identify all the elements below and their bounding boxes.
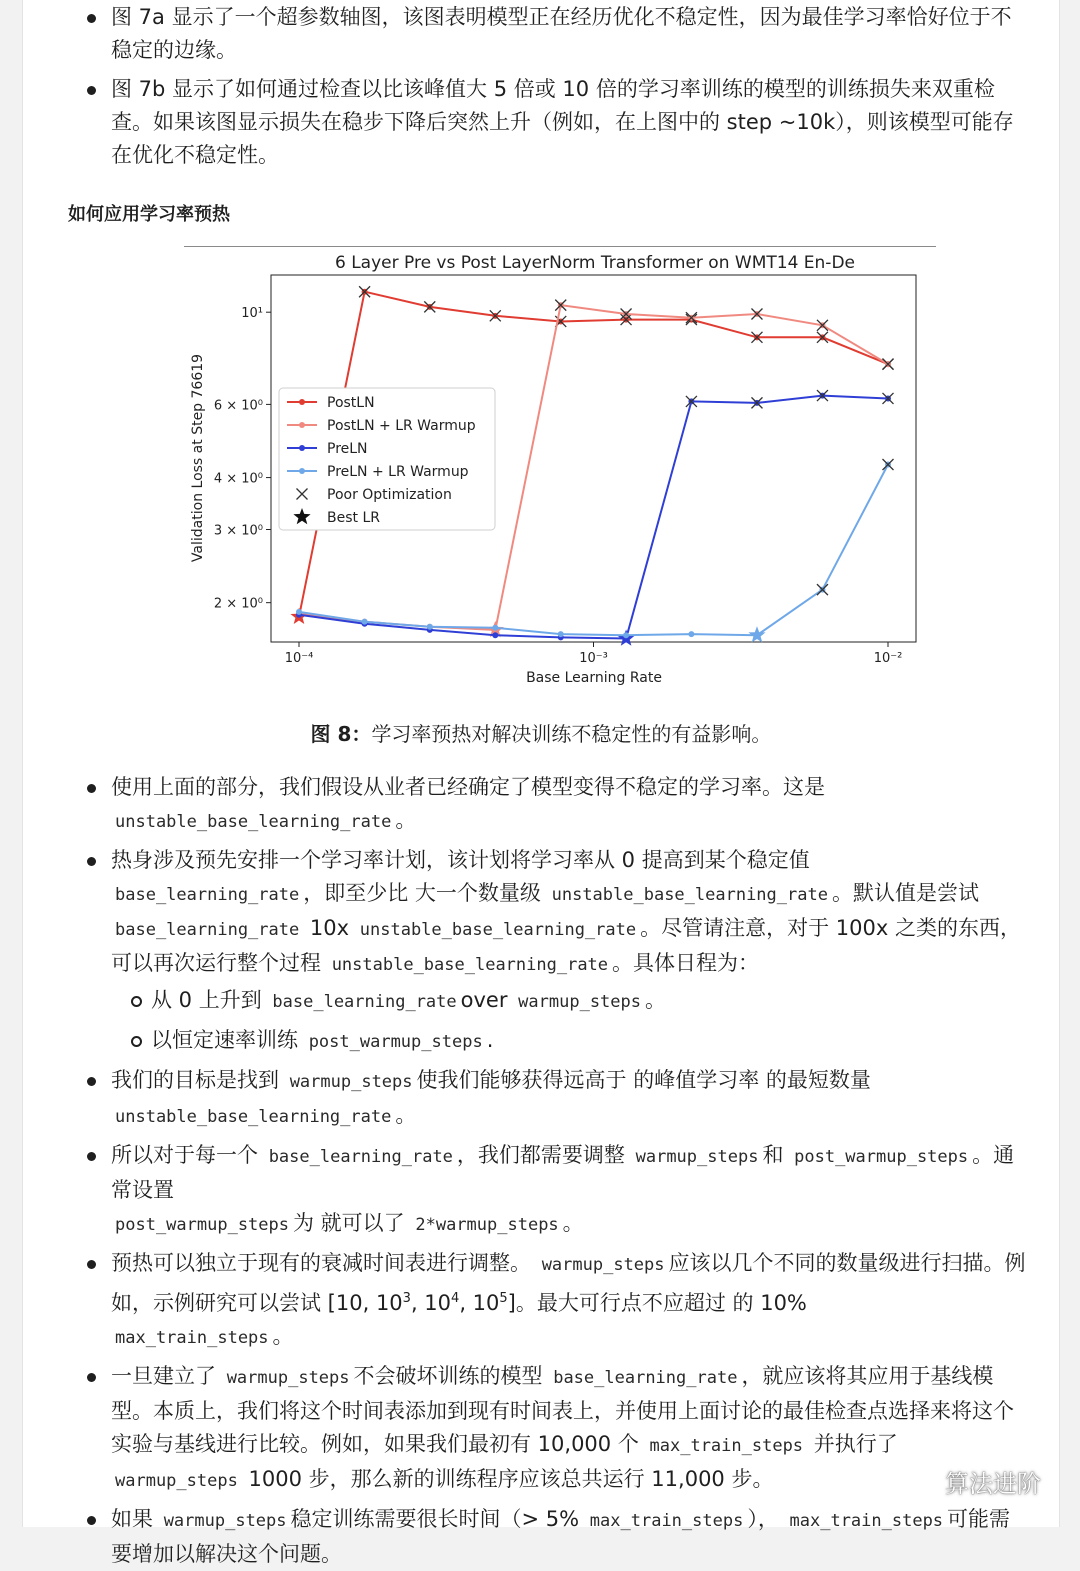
legend-label: PostLN + LR Warmup: [327, 418, 476, 434]
text: 。: [395, 808, 417, 832]
sub-list: [111, 984, 1029, 1059]
text: ，即至少比 大一个数量级: [303, 881, 541, 905]
list-item: [23, 1139, 1059, 1242]
section-heading: 如何应用学习率预热: [68, 204, 230, 225]
text: 以恒定速率训练: [151, 1028, 298, 1052]
legend-swatch-point: [299, 445, 305, 451]
legend-swatch-point: [299, 422, 305, 428]
caption-text: 学习率预热对解决训练不稳定性的有益影响。: [371, 722, 772, 746]
code: max_train_steps: [115, 1328, 269, 1348]
data-point: [688, 631, 694, 637]
code: post_warmup_steps: [308, 1032, 483, 1052]
y-tick-label: 3 × 10⁰: [213, 523, 263, 539]
text: , 10: [459, 1291, 500, 1315]
bullet-list: [23, 771, 1059, 1571]
text: 为 就可以了: [293, 1211, 405, 1235]
wechat-icon: [907, 1469, 937, 1495]
code: unstable_base_learning_rate: [359, 920, 637, 940]
sub-list-item: [111, 984, 1029, 1019]
data-point: [492, 632, 498, 638]
legend-swatch-point: [299, 468, 305, 474]
code: base_learning_rate: [272, 992, 457, 1012]
chart-title: 6 Layer Pre vs Post LayerNorm Transformer on WMT14 En-De: [334, 253, 856, 273]
code: base_learning_rate: [115, 920, 300, 940]
text: 应该以几个不同的数量级进行扫描。例如，示例研究可以尝试 [10, 10: [111, 1251, 1026, 1315]
code: max_train_steps: [649, 1436, 804, 1456]
text: ，就应该将其应用于基线模型。本质上，我们将这个时间表添加到现有时间表上，并使用上面讨论的最佳检查点选择来将这个实验与基线进行比较。例如，如果我们最初有 10,000 个: [111, 1364, 1014, 1456]
code: unstable_base_learning_rate: [551, 885, 828, 905]
data-point: [492, 625, 498, 631]
x-tick-label: 10⁻²: [873, 651, 903, 666]
code: unstable_base_learning_rate: [115, 812, 392, 832]
text: 并执行了: [813, 1432, 898, 1456]
list-item: [23, 771, 1059, 839]
list-item: [23, 1503, 1059, 1571]
code: warmup_steps: [635, 1147, 759, 1167]
text: 稳定训练需要很长时间（> 5%: [290, 1507, 580, 1531]
figure-caption: [23, 718, 1059, 747]
text: 。: [272, 1324, 294, 1348]
data-point: [362, 619, 368, 625]
superscript: 5: [499, 1291, 508, 1306]
text: 所以对于每一个: [111, 1143, 258, 1167]
text: 。: [395, 1103, 417, 1127]
code: warmup_steps: [226, 1368, 350, 1388]
text: 如果: [111, 1507, 153, 1531]
y-axis-label: Validation Loss at Step 76619: [190, 353, 206, 563]
caption-label: 图 8：: [310, 722, 372, 746]
legend-label: Best LR: [327, 510, 380, 526]
list-item: [23, 1064, 1059, 1134]
code: unstable_base_learning_rate: [331, 955, 609, 975]
x-axis-ticks: [285, 642, 903, 666]
bullet-text: 图 7a 显示了一个超参数轴图，该图表明模型正在经历优化不稳定性，因为最佳学习率恰好位于不稳定的边缘。: [111, 5, 1012, 62]
legend-label: Poor Optimization: [327, 487, 452, 503]
legend-label: PreLN: [327, 441, 368, 457]
text: 。默认值是尝试: [831, 881, 979, 905]
text: 不会破坏训练的模型: [353, 1364, 543, 1388]
code: post_warmup_steps: [115, 1215, 289, 1235]
y-tick-label: 6 × 10⁰: [213, 398, 263, 414]
code: base_learning_rate: [268, 1147, 453, 1167]
top-bullet-list: [23, 1, 1059, 172]
legend-label: PostLN: [327, 395, 375, 411]
text: 使用上面的部分，我们假设从业者已经确定了模型变得不稳定的学习率。这是: [111, 775, 825, 799]
list-item: [23, 1360, 1059, 1498]
superscript: 4: [451, 1291, 460, 1306]
legend-label: PreLN + LR Warmup: [327, 464, 469, 480]
legend-swatch-point: [299, 399, 305, 405]
data-point: [623, 632, 629, 638]
list-item: [23, 1, 1059, 67]
text: 和: [762, 1143, 784, 1167]
text: , 10: [410, 1291, 452, 1315]
text: over: [460, 988, 508, 1012]
code: base_learning_rate: [115, 885, 300, 905]
text: 1000 步，那么新的训练程序应该总共运行 11,000 步。: [248, 1467, 774, 1491]
y-axis-ticks: [214, 306, 271, 611]
text: ），: [747, 1507, 779, 1531]
code: warmup_steps: [541, 1255, 665, 1275]
text: 。: [645, 988, 666, 1012]
code: base_learning_rate: [553, 1368, 738, 1388]
data-point: [427, 624, 433, 630]
text: 。尽管请注意，对于 100x 之类的东西，可以再次运行整个过程: [111, 916, 1021, 975]
sub-list-item: [111, 1024, 1029, 1059]
learning-rate-chart: [163, 248, 943, 688]
y-tick-label: 4 × 10⁰: [213, 471, 263, 487]
code: warmup_steps: [163, 1511, 287, 1531]
code: warmup_steps: [518, 992, 641, 1012]
text: ，我们都需要调整: [456, 1143, 625, 1167]
figure-top-rule: [184, 246, 936, 247]
text: 。: [562, 1211, 584, 1235]
text: ]。最大可行点不应超过 的 10%: [507, 1291, 807, 1315]
text: 。具体日程为：: [612, 951, 760, 975]
watermark: [907, 1464, 1041, 1499]
code: max_train_steps: [589, 1511, 744, 1531]
text: 。通常设置: [111, 1143, 1015, 1202]
x-tick-label: 10⁻⁴: [284, 651, 314, 666]
list-item: [23, 1247, 1059, 1355]
data-point: [558, 631, 564, 637]
y-tick-label: 10¹: [241, 306, 263, 322]
code: 2*warmup_steps: [415, 1215, 559, 1235]
text: 一旦建立了: [111, 1364, 216, 1388]
legend-box: [279, 388, 495, 530]
code: unstable_base_learning_rate: [115, 1107, 392, 1127]
text: 预热可以独立于现有的衰减时间表进行调整。: [111, 1251, 531, 1275]
text: 10x: [309, 916, 350, 940]
chart-legend: [279, 388, 495, 530]
y-tick-label: 2 × 10⁰: [213, 596, 263, 612]
code: max_train_steps: [789, 1511, 944, 1531]
text: .: [486, 1028, 494, 1052]
x-tick-label: 10⁻³: [579, 651, 608, 666]
watermark-text: 算法进阶: [945, 1470, 1041, 1498]
list-item: [23, 73, 1059, 172]
list-item: [23, 844, 1059, 1059]
article-page: [22, 0, 1060, 1566]
text: 我们的目标是找到: [111, 1068, 279, 1092]
text: 使我们能够获得远高于 的峰值学习率 的最短数量: [416, 1068, 871, 1092]
text: 热身涉及预先安排一个学习率计划，该计划将学习率从 0 提高到某个稳定值: [111, 848, 810, 872]
x-axis-label: Base Learning Rate: [526, 670, 662, 686]
superscript: 3: [402, 1291, 411, 1306]
code: warmup_steps: [289, 1072, 413, 1092]
code: warmup_steps: [115, 1471, 238, 1491]
text: 可能需要增加以解决这个问题。: [111, 1507, 1011, 1566]
data-point: [296, 609, 302, 615]
bullet-text: 图 7b 显示了如何通过检查以比该峰值大 5 倍或 10 倍的学习率训练的模型的训练损失来双重检查。如果该图显示损失在稳步下降后突然上升（例如，在上图中的 step ~10k），则该模型可能存在优化不稳定性。: [111, 77, 1014, 167]
code: post_warmup_steps: [794, 1147, 969, 1167]
text: 从 0 上升到: [151, 988, 262, 1012]
